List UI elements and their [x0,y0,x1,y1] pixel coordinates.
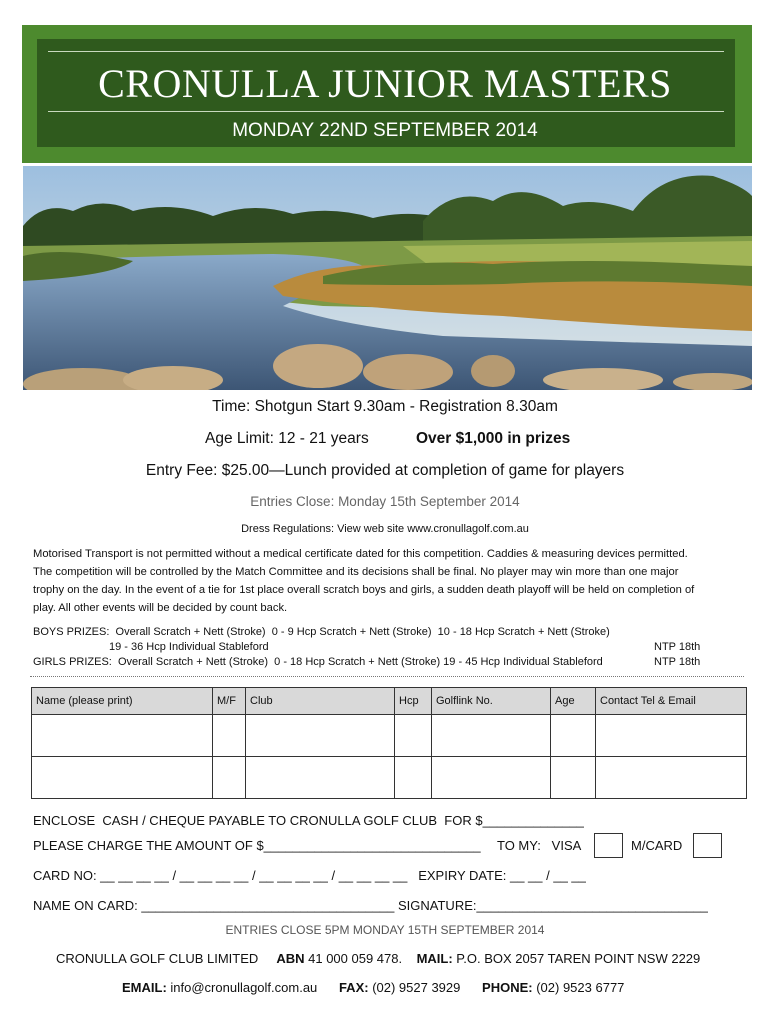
abn-value: 41 000 059 478. [304,951,403,966]
event-date: MONDAY 22ND SEPTEMBER 2014 [232,120,538,141]
email-label: EMAIL: [122,980,167,995]
club-contact-line [56,951,700,966]
boys-ntp: NTP 18th [654,641,701,653]
card-number-line: CARD NO: __ __ __ __ / __ __ __ __ / __ __ __ __ / __ __ __ __ EXPIRY DATE: __ __ / __ __ [33,868,586,883]
col-name: Name (please print) [32,688,213,715]
entry-fee: Entry Fee: $25.00—Lunch provided at completion of game for players [145,462,625,479]
name-signature-line: NAME ON CARD: ___________________________________ SIGNATURE:________________________________ [33,898,708,913]
mcard-checkbox[interactable] [693,833,722,858]
cut-line [30,676,744,677]
table-row[interactable] [32,757,747,799]
fax-label: FAX: [338,980,369,995]
mcard-label: M/CARD [631,838,683,853]
to-my-visa-label: TO MY: VISA [497,838,582,853]
boys-prizes: BOYS PRIZES: Overall Scratch + Nett (Stroke) 0 - 9 Hcp Scratch + Nett (Stroke) 10 - 18 Hcp Scratch + Nett (Stroke) [33,626,610,638]
rules-line: trophy on the day. In the event of a tie for 1st place overall scratch boys and girls, a sudden death playoff will be held on completion of [33,584,695,596]
dress-regulations: Dress Regulations: View web site www.cronullagolf.com.au [241,523,529,535]
name-cell[interactable] [32,715,213,757]
start-time: Time: Shotgun Start 9.30am - Registration 8.30am [212,398,558,415]
mail-value: P.O. BOX 2057 TAREN POINT NSW 2229 [452,951,701,966]
table-header-row [32,688,747,715]
rules-line: The competition will be controlled by the Match Committee and its decisions shall be final. No player may win more than one major [33,566,679,578]
club-name: CRONULLA GOLF CLUB LIMITED [56,951,259,966]
abn-label: ABN [276,951,305,966]
contact-cell[interactable] [596,715,747,757]
age-cell[interactable] [551,757,596,799]
banner-rule-top [48,51,724,52]
girls-ntp: NTP 18th [654,656,701,668]
hcp-cell[interactable] [395,757,432,799]
gender-cell[interactable] [213,715,246,757]
phone-label: PHONE: [482,980,533,995]
banner-rule-bottom [48,111,724,112]
golflink-cell[interactable] [432,757,551,799]
entries-close-footer: ENTRIES CLOSE 5PM MONDAY 15TH SEPTEMBER 2014 [225,923,545,937]
event-title: CRONULLA JUNIOR MASTERS [98,61,672,106]
mail-label: MAIL: [416,951,453,966]
age-cell[interactable] [551,715,596,757]
visa-checkbox[interactable] [594,833,623,858]
golflink-cell[interactable] [432,715,551,757]
club-contact-line-2 [122,980,624,995]
phone-value: (02) 9523 6777 [532,980,625,995]
col-club: Club [246,688,395,715]
golf-course-photo [23,166,752,390]
name-cell[interactable] [32,757,213,799]
club-cell[interactable] [246,715,395,757]
col-golflink: Golflink No. [432,688,551,715]
entry-table [31,687,747,799]
club-cell[interactable] [246,757,395,799]
rules-line: play. All other events will be decided by count back. [33,602,288,614]
fax-value: (02) 9527 3929 [368,980,461,995]
contact-cell[interactable] [596,757,747,799]
girls-prizes: GIRLS PRIZES: Overall Scratch + Nett (Stroke) 0 - 18 Hcp Scratch + Nett (Stroke) 19 - 45 Hcp Individual Stableford [33,656,603,668]
col-contact: Contact Tel & Email [596,688,747,715]
enclose-payment-line: ENCLOSE CASH / CHEQUE PAYABLE TO CRONULLA GOLF CLUB FOR $______________ [33,813,584,828]
age-limit: Age Limit: 12 - 21 years [205,430,369,447]
rules-line: Motorised Transport is not permitted without a medical certificate dated for this competition. Caddies & measuring devices permitted. [33,548,688,560]
hcp-cell[interactable] [395,715,432,757]
entries-close: Entries Close: Monday 15th September 2014 [250,494,520,509]
charge-amount-line: PLEASE CHARGE THE AMOUNT OF $______________________________ [33,838,481,853]
email-value[interactable]: info@cronullagolf.com.au [166,980,318,995]
col-gender: M/F [213,688,246,715]
gender-cell[interactable] [213,757,246,799]
boys-prizes-cont: 19 - 36 Hcp Individual Stableford [109,641,269,653]
col-age: Age [551,688,596,715]
table-row[interactable] [32,715,747,757]
prize-total: Over $1,000 in prizes [416,430,571,447]
col-hcp: Hcp [395,688,432,715]
